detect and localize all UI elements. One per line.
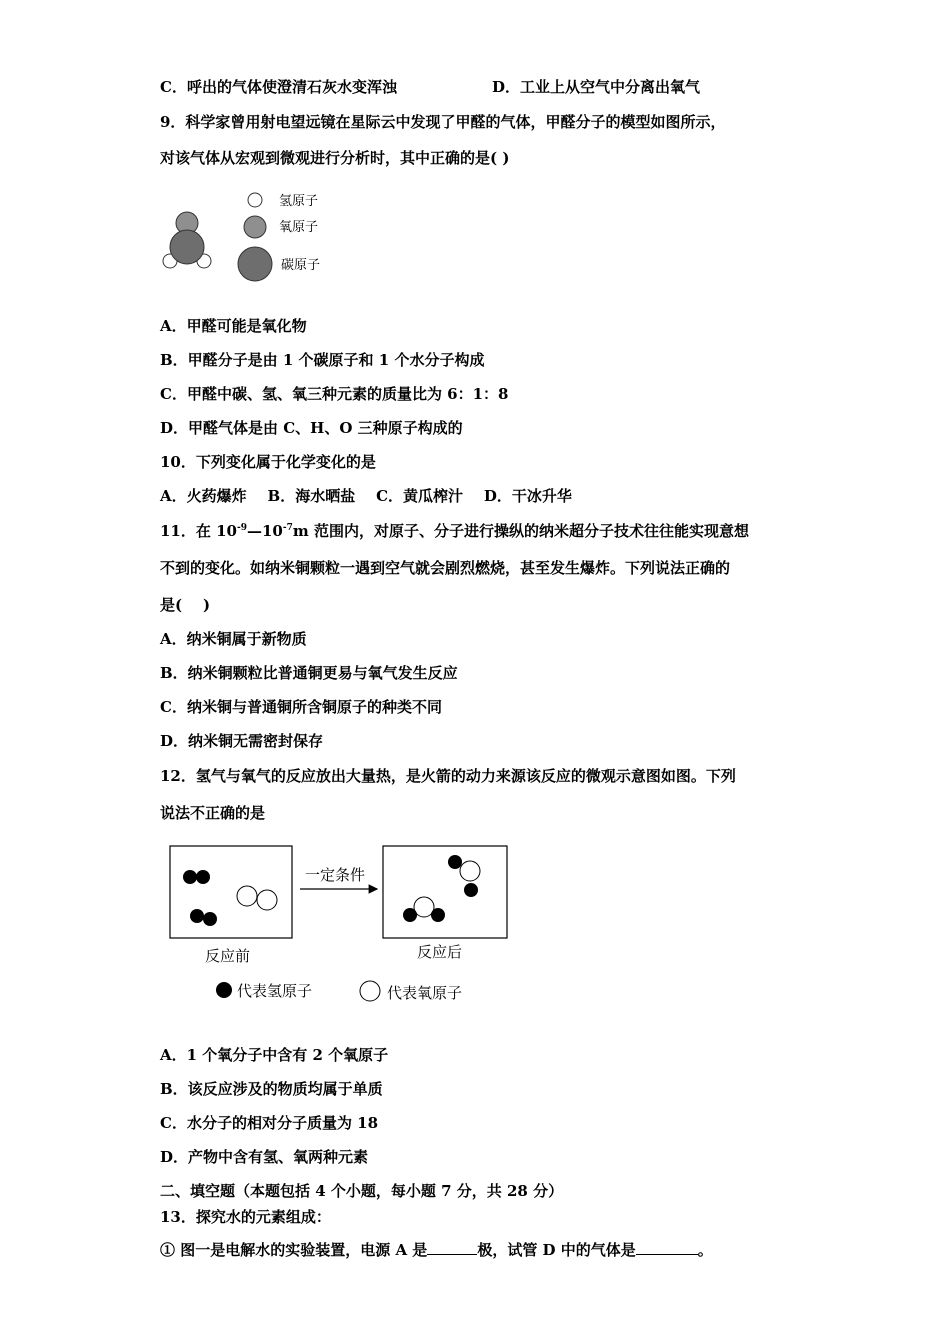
- q9-option-a: A．甲醛可能是氧化物: [160, 317, 307, 335]
- q11-exponent1: -9: [236, 523, 247, 533]
- q13-sub1: [160, 1240, 713, 1260]
- carbon-legend-icon: [238, 247, 272, 281]
- carbon-atom: [170, 230, 204, 264]
- hydrogen-legend-label: 氢原子: [279, 194, 319, 209]
- after-reaction-label: 反应后: [417, 943, 463, 961]
- q9-stem-line2: 对该气体从宏观到微观进行分析时，其中正确的是( ): [160, 149, 510, 167]
- oxygen-atom: [257, 890, 277, 910]
- before-reaction-label: 反应前: [205, 947, 251, 965]
- q8-option-c: C．呼出的气体使澄清石灰水变浑浊: [160, 78, 397, 96]
- q9-option-b: B．甲醛分子是由 1 个碳原子和 1 个水分子构成: [160, 351, 485, 369]
- q11-stem-part3: m 范围内，对原子、分子进行操纵的纳米超分子技术往往能实现意想: [292, 522, 749, 540]
- q10-stem: 10．下列变化属于化学变化的是: [160, 453, 376, 471]
- hydrogen-atom: [403, 908, 417, 922]
- q11-stem-part1: 11．在 10: [160, 522, 237, 540]
- q12-option-a: A．1 个氧分子中含有 2 个氧原子: [160, 1046, 389, 1064]
- formaldehyde-model-figure: [155, 185, 355, 285]
- q9-option-c: C．甲醛中碳、氢、氧三种元素的质量比为 6：1：8: [160, 385, 509, 403]
- hydrogen-atom: [196, 870, 210, 884]
- q10-options: A．火药爆炸 B．海水晒盐 C．黄瓜榨汁 D．干冰升华: [160, 487, 572, 505]
- hydrogen-legend-icon: [216, 982, 232, 998]
- q12-option-d: D．产物中含有氢、氧两种元素: [160, 1148, 369, 1166]
- q8-option-d: D．工业上从空气中分离出氧气: [492, 78, 701, 96]
- q12-stem-line2: 说法不正确的是: [160, 804, 266, 822]
- oxygen-legend-label: 代表氧原子: [387, 984, 463, 1002]
- reaction-condition-label: 一定条件: [305, 866, 366, 884]
- q11-stem-line3: 是( ): [160, 596, 211, 614]
- answer-blank-electrode[interactable]: [427, 1240, 477, 1255]
- hydrogen-atom: [190, 909, 204, 923]
- hydrogen-atom: [203, 912, 217, 926]
- hydrogen-atom: [464, 883, 478, 897]
- q11-option-b: B．纳米铜颗粒比普通铜更易与氧气发生反应: [160, 664, 458, 682]
- oxygen-legend-label: 氧原子: [279, 220, 319, 235]
- carbon-legend-label: 碳原子: [281, 258, 321, 273]
- q13-sub1-part3: 。: [697, 1241, 713, 1259]
- q13-sub1-part2: 极，试管 D 中的气体是: [477, 1241, 636, 1259]
- q9-option-d: D．甲醛气体是由 C、H、O 三种原子构成的: [160, 419, 463, 437]
- q12-option-b: B．该反应涉及的物质均属于单质: [160, 1080, 383, 1098]
- reaction-diagram: [165, 840, 525, 1010]
- q13-stem: 13．探究水的元素组成：: [160, 1208, 331, 1226]
- oxygen-legend-icon: [360, 981, 380, 1001]
- q11-option-a: A．纳米铜属于新物质: [160, 630, 307, 648]
- section2-heading: 二、填空题（本题包括 4 个小题，每小题 7 分，共 28 分）: [160, 1182, 564, 1200]
- oxygen-atom: [460, 861, 480, 881]
- oxygen-atom: [237, 886, 257, 906]
- q12-stem-line1: 12．氢气与氧气的反应放出大量热，是火箭的动力来源该反应的微观示意图如图。下列: [160, 767, 736, 785]
- q11-stem-line1: [160, 521, 749, 541]
- hydrogen-legend-label: 代表氢原子: [237, 982, 313, 1000]
- hydrogen-atom: [183, 870, 197, 884]
- after-reaction-box: [383, 846, 507, 938]
- q13-sub1-part1: ① 图一是电解水的实验装置，电源 A 是: [160, 1241, 428, 1259]
- q11-option-c: C．纳米铜与普通铜所含铜原子的种类不同: [160, 698, 442, 716]
- q11-stem-part2: —10: [246, 522, 283, 540]
- hydrogen-atom: [448, 855, 462, 869]
- oxygen-legend-icon: [244, 216, 266, 238]
- hydrogen-atom: [431, 908, 445, 922]
- q12-option-c: C．水分子的相对分子质量为 18: [160, 1114, 379, 1132]
- answer-blank-gas[interactable]: [636, 1240, 698, 1255]
- oxygen-atom: [414, 897, 434, 917]
- q11-exponent2: -7: [282, 523, 293, 533]
- hydrogen-legend-icon: [248, 193, 262, 207]
- q9-stem-line1: 9．科学家曾用射电望远镜在星际云中发现了甲醛的气体，甲醛分子的模型如图所示，: [160, 113, 726, 131]
- q11-option-d: D．纳米铜无需密封保存: [160, 732, 324, 750]
- q11-stem-line2: 不到的变化。如纳米铜颗粒一遇到空气就会剧烈燃烧，甚至发生爆炸。下列说法正确的: [160, 559, 731, 577]
